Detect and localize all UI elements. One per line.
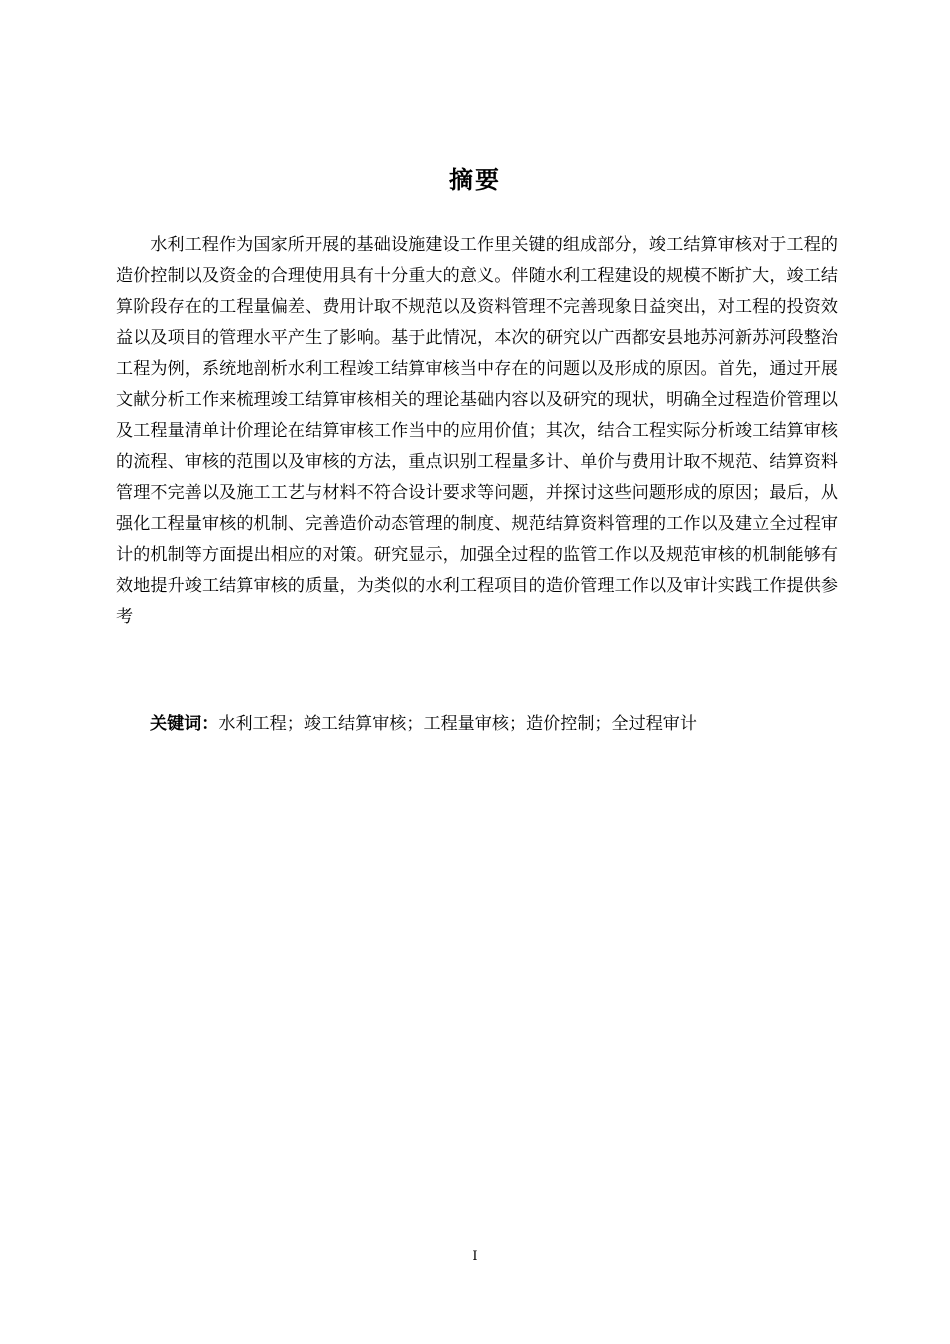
keywords-line (150, 709, 850, 740)
keywords-label: 关键词： (150, 714, 219, 734)
abstract-paragraph: 水利工程作为国家所开展的基础设施建设工作里关键的组成部分，竣工结算审核对于工程的造价控制以及资金的合理使用具有十分重大的意义。伴随水利工程建设的规模不断扩大，竣工结算阶段存在的工程量偏差、费用计取不规范以及资料管理不完善现象日益突出，对工程的投资效益以及项目的管理水平产生了影响。基于此情况，本次的研究以广西都安县地苏河新苏河段整治工程为例，系统地剖析水利工程竣工结算审核当中存在的问题以及形成的原因。首先，通过开展文献分析工作来梳理竣工结算审核相关的理论基础内容以及研究的现状，明确全过程造价管理以及工程量清单计价理论在结算审核工作当中的应用价值；其次，结合工程实际分析竣工结算审核的流程、审核的范围以及审核的方法，重点识别工程量多计、单价与费用计取不规范、结算资料管理不完善以及施工工艺与材料不符合设计要求等问题，并探讨这些问题形成的原因；最后，从强化工程量审核的机制、完善造价动态管理的制度、规范结算资料管理的工作以及建立全过程审计的机制等方面提出相应的对策。研究显示，加强全过程的监管工作以及规范审核的机制能够有效地提升竣工结算审核的质量，为类似的水利工程项目的造价管理工作以及审计实践工作提供参考 (116, 235, 838, 627)
page-title: 摘要 (449, 166, 501, 194)
keywords-text: 水利工程；竣工结算审核；工程量审核；造价控制；全过程审计 (218, 714, 697, 734)
page-number: I (472, 1249, 478, 1264)
